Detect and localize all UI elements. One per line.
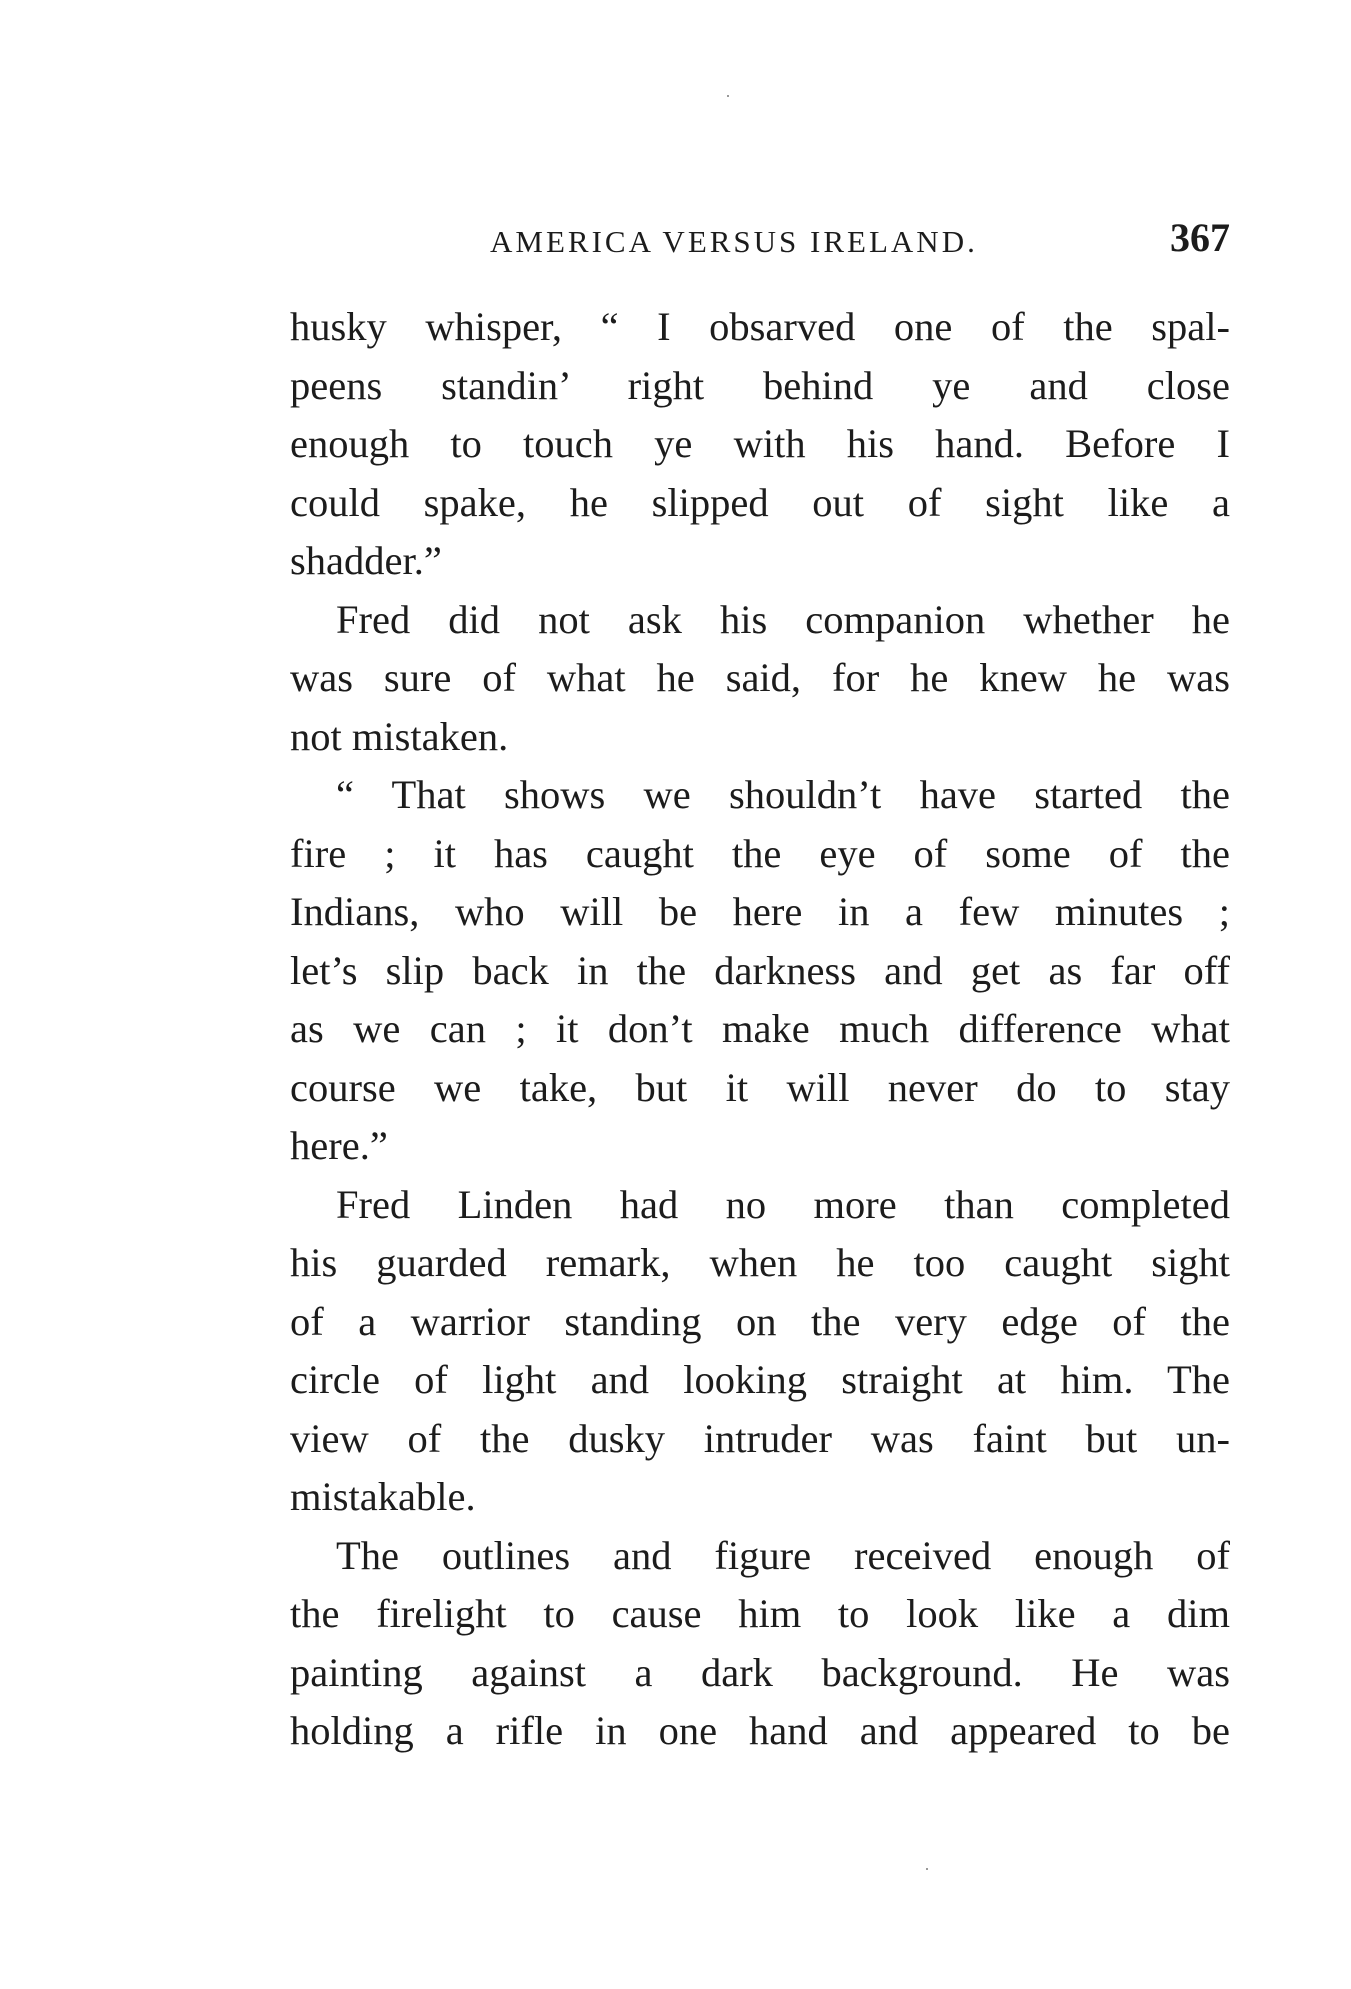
body-text bbox=[290, 298, 1230, 1761]
text-line: mistakable. bbox=[290, 1474, 476, 1519]
page-number: 367 bbox=[1170, 215, 1230, 260]
text-line: Fred Linden had no more than completed bbox=[336, 1181, 1230, 1227]
text-line: of a warrior standing on the very edge of the bbox=[290, 1298, 1230, 1344]
text-line: painting against a dark background. He was bbox=[290, 1649, 1230, 1695]
text-line: husky whisper, “ I obsarved one of the spal- bbox=[290, 304, 1230, 349]
text-line: Indians, who will be here in a few minutes ; bbox=[290, 889, 1230, 934]
text-line: his guarded remark, when he too caught sight bbox=[290, 1240, 1230, 1285]
paper-speck bbox=[926, 1868, 928, 1870]
text-line: as we can ; it don’t make much difference what bbox=[290, 1006, 1230, 1051]
text-line: was sure of what he said, for he knew he was bbox=[290, 655, 1230, 700]
text-line: Fred did not ask his companion whether he bbox=[336, 596, 1230, 642]
text-line: holding a rifle in one hand and appeared to be bbox=[290, 1708, 1230, 1753]
paper-speck bbox=[727, 95, 729, 97]
text-line: could spake, he slipped out of sight like a bbox=[290, 479, 1230, 525]
text-line: the firelight to cause him to look like a dim bbox=[290, 1591, 1230, 1636]
text-line: The outlines and figure received enough of bbox=[336, 1532, 1230, 1578]
text-line: let’s slip back in the darkness and get as far off bbox=[290, 947, 1230, 993]
text-line: enough to touch ye with his hand. Before I bbox=[290, 421, 1230, 466]
text-line: shadder.” bbox=[290, 538, 442, 583]
text-line: circle of light and looking straight at him. The bbox=[290, 1357, 1230, 1402]
text-line: here.” bbox=[290, 1123, 388, 1168]
text-line: fire ; it has caught the eye of some of the bbox=[290, 830, 1230, 876]
text-line: “ That shows we shouldn’t have started the bbox=[336, 772, 1230, 817]
text-line: course we take, but it will never do to stay bbox=[290, 1064, 1230, 1110]
running-title: AMERICA VERSUS IRELAND. bbox=[490, 224, 978, 259]
text-line: peens standin’ right behind ye and close bbox=[290, 362, 1230, 408]
text-line: not mistaken. bbox=[290, 713, 509, 759]
text-line: view of the dusky intruder was faint but un- bbox=[290, 1415, 1230, 1461]
running-head bbox=[290, 210, 1230, 270]
